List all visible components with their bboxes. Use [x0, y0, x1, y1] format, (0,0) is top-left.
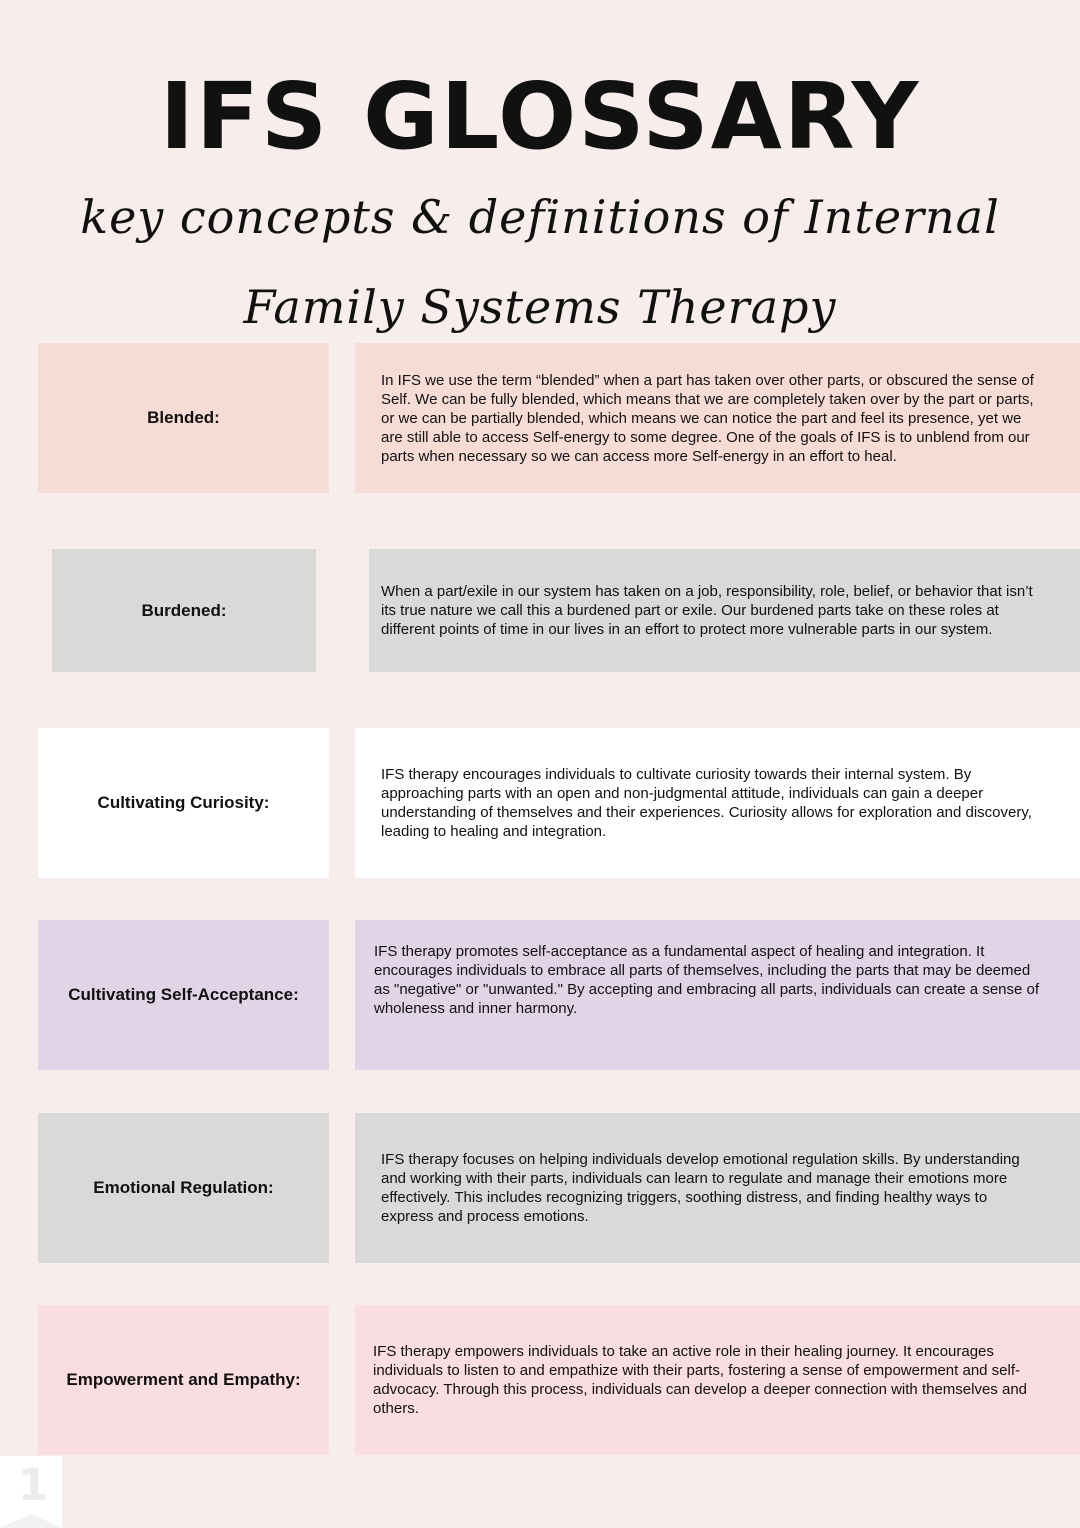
definition-emotional-regulation	[355, 1113, 1080, 1263]
page-number-tab	[0, 1456, 62, 1528]
page-tab-notch	[0, 1514, 62, 1528]
definition-text: In IFS we use the term “blended” when a part has taken over other parts, or obscured the sense of Self. We can be fully blended, which means that we are completely taken over by the part or parts, or we can be partially blended, which means we can notice the part and feel its presence, yet we are still able to access Self-energy to some degree. One of the goals of IFS is to unblend from our parts when necessary so we can access more Self-energy in an effort to heal.	[381, 371, 1034, 465]
definition-burdened	[369, 549, 1080, 672]
term-blended: Blended:	[38, 343, 329, 493]
page-title: IFS GLOSSARY	[159, 63, 921, 170]
term-emotional-regulation: Emotional Regulation:	[38, 1113, 329, 1263]
definition-text: IFS therapy promotes self-acceptance as a fundamental aspect of healing and integration. It encourages individuals to embrace all parts of themselves, including the parts that may be deemed as "negative" or "unwanted." By accepting and embracing all parts, individuals can create a sense of wholeness and inner harmony.	[374, 943, 1040, 1017]
page-number: 1	[18, 1460, 49, 1511]
term-empowerment-and-empathy: Empowerment and Empathy:	[38, 1305, 329, 1455]
definition-empowerment-and-empathy	[355, 1305, 1080, 1455]
definition-cultivating-self-acceptance	[355, 920, 1080, 1070]
definition-cultivating-curiosity	[355, 728, 1080, 878]
term-burdened: Burdened:	[52, 549, 316, 672]
definition-text: When a part/exile in our system has taken on a job, responsibility, role, belief, or behavior that isn’t its true nature we call this a burdened part or exile. Our burdened parts take on these roles at different points of time in our lives in an effort to protect more vulnerable parts in our system.	[381, 583, 1033, 638]
definition-text: IFS therapy focuses on helping individuals develop emotional regulation skills. By understanding and working with their parts, individuals can learn to regulate and manage their emotions more effectively. This includes recognizing triggers, soothing distress, and finding healthy ways to express and process emotions.	[381, 1151, 1020, 1225]
definition-text: IFS therapy empowers individuals to take an active role in their healing journey. It encourages individuals to listen to and empathize with their parts, fostering a sense of empowerment and self-advocacy. Through this process, individuals can develop a deeper connection with themselves and others.	[373, 1343, 1028, 1417]
definition-blended	[355, 343, 1080, 493]
term-cultivating-self-acceptance: Cultivating Self-Acceptance:	[38, 920, 329, 1070]
term-cultivating-curiosity: Cultivating Curiosity:	[38, 728, 329, 878]
page-subtitle: key concepts & definitions of Internal Family Systems Therapy	[80, 190, 1000, 334]
definition-text: IFS therapy encourages individuals to cultivate curiosity towards their internal system. By approaching parts with an open and non-judgmental attitude, individuals can gain a deeper understanding of themselves and their experiences. Curiosity allows for exploration and discovery, leading to healing and integration.	[381, 766, 1032, 840]
